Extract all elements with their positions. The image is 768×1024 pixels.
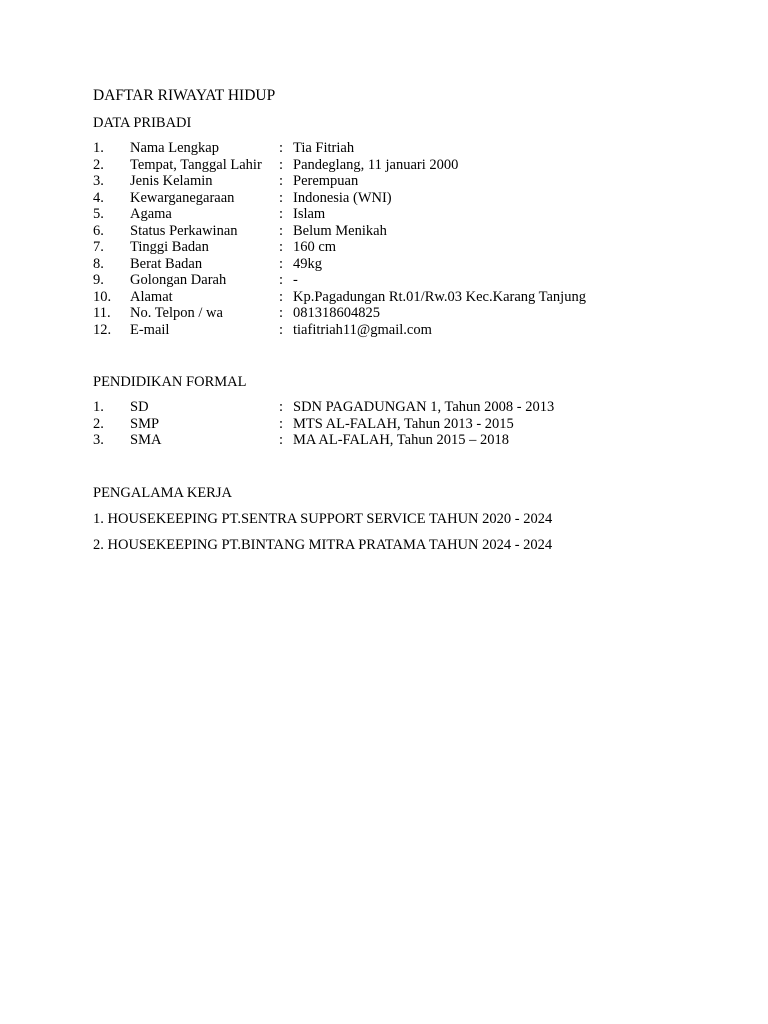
item-number: 5. xyxy=(93,206,104,222)
item-value: tiafitriah11@gmail.com xyxy=(293,321,432,338)
item-separator: : xyxy=(279,255,284,272)
document-page xyxy=(93,86,733,554)
item-label: SMP xyxy=(130,415,160,432)
list-item xyxy=(93,416,733,433)
item-number: 9. xyxy=(93,272,104,288)
item-number: 7. xyxy=(93,239,104,255)
item-separator: : xyxy=(279,305,284,321)
item-separator: : xyxy=(279,321,284,338)
section-title-experience: PENGALAMA KERJA xyxy=(93,484,232,501)
list-item xyxy=(93,140,733,157)
item-value: SDN PAGADUNGAN 1, Tahun 2008 - 2013 xyxy=(293,399,555,415)
item-label: Nama Lengkap xyxy=(130,140,219,156)
item-label: SD xyxy=(130,399,149,415)
item-label: E-mail xyxy=(130,321,170,338)
list-item xyxy=(93,305,733,322)
item-number: 11. xyxy=(93,305,111,321)
item-label: Agama xyxy=(130,206,172,222)
personal-data-list xyxy=(93,140,733,338)
item-value: 160 cm xyxy=(293,239,337,255)
item-value: 081318604825 xyxy=(293,305,380,321)
item-separator: : xyxy=(279,415,284,432)
item-separator: : xyxy=(279,288,284,305)
item-separator: : xyxy=(279,173,284,189)
item-number: 12. xyxy=(93,321,112,338)
item-value: MA AL-FALAH, Tahun 2015 – 2018 xyxy=(293,432,509,448)
item-value: Tia Fitriah xyxy=(293,140,355,156)
list-item xyxy=(93,173,733,190)
item-label: Tinggi Badan xyxy=(130,239,209,255)
item-label: SMA xyxy=(130,432,162,448)
item-label: No. Telpon / wa xyxy=(130,305,223,321)
item-number: 6. xyxy=(93,222,104,239)
item-number: 2. xyxy=(93,156,104,173)
item-label: Alamat xyxy=(130,288,173,305)
experience-item: 2. HOUSEKEEPING PT.BINTANG MITRA PRATAMA TAHUN 2024 - 2024 xyxy=(93,536,553,553)
item-separator: : xyxy=(279,189,284,206)
list-item xyxy=(93,223,733,240)
item-value: 49kg xyxy=(293,255,322,272)
experience-item: 1. HOUSEKEEPING PT.SENTRA SUPPORT SERVICE TAHUN 2020 - 2024 xyxy=(93,510,553,527)
section-title-personal: DATA PRIBADI xyxy=(93,115,192,131)
item-label: Kewarganegaraan xyxy=(130,189,235,206)
item-number: 3. xyxy=(93,432,104,448)
item-separator: : xyxy=(279,222,284,239)
item-separator: : xyxy=(279,140,284,156)
item-separator: : xyxy=(279,399,284,415)
section-title-education: PENDIDIKAN FORMAL xyxy=(93,374,247,390)
list-item xyxy=(93,399,733,416)
item-separator: : xyxy=(279,156,284,173)
list-item xyxy=(93,256,733,273)
item-number: 8. xyxy=(93,255,104,272)
item-label: Golongan Darah xyxy=(130,272,227,288)
list-item xyxy=(93,206,733,223)
education-list xyxy=(93,399,733,449)
item-value: Indonesia (WNI) xyxy=(293,189,392,206)
item-value: MTS AL-FALAH, Tahun 2013 - 2015 xyxy=(293,415,514,432)
item-value: Belum Menikah xyxy=(293,222,387,239)
item-value: Kp.Pagadungan Rt.01/Rw.03 Kec.Karang Tanjung xyxy=(293,288,586,305)
item-separator: : xyxy=(279,206,284,222)
item-number: 1. xyxy=(93,399,104,415)
item-label: Jenis Kelamin xyxy=(130,173,213,189)
item-value: Islam xyxy=(293,206,326,222)
item-value: Pandeglang, 11 januari 2000 xyxy=(293,156,459,173)
list-item xyxy=(93,190,733,207)
item-separator: : xyxy=(279,272,284,288)
item-number: 3. xyxy=(93,173,104,189)
item-value: - xyxy=(293,272,298,288)
item-label: Tempat, Tanggal Lahir xyxy=(130,156,262,173)
list-item xyxy=(93,432,733,449)
item-label: Berat Badan xyxy=(130,255,203,272)
document-title: DAFTAR RIWAYAT HIDUP xyxy=(93,87,276,104)
item-number: 1. xyxy=(93,140,104,156)
list-item xyxy=(93,239,733,256)
item-separator: : xyxy=(279,432,284,448)
item-value: Perempuan xyxy=(293,173,359,189)
item-number: 4. xyxy=(93,189,104,206)
item-separator: : xyxy=(279,239,284,255)
item-label: Status Perkawinan xyxy=(130,222,238,239)
list-item xyxy=(93,322,733,339)
item-number: 2. xyxy=(93,415,104,432)
list-item xyxy=(93,289,733,306)
list-item xyxy=(93,272,733,289)
item-number: 10. xyxy=(93,288,112,305)
list-item xyxy=(93,157,733,174)
